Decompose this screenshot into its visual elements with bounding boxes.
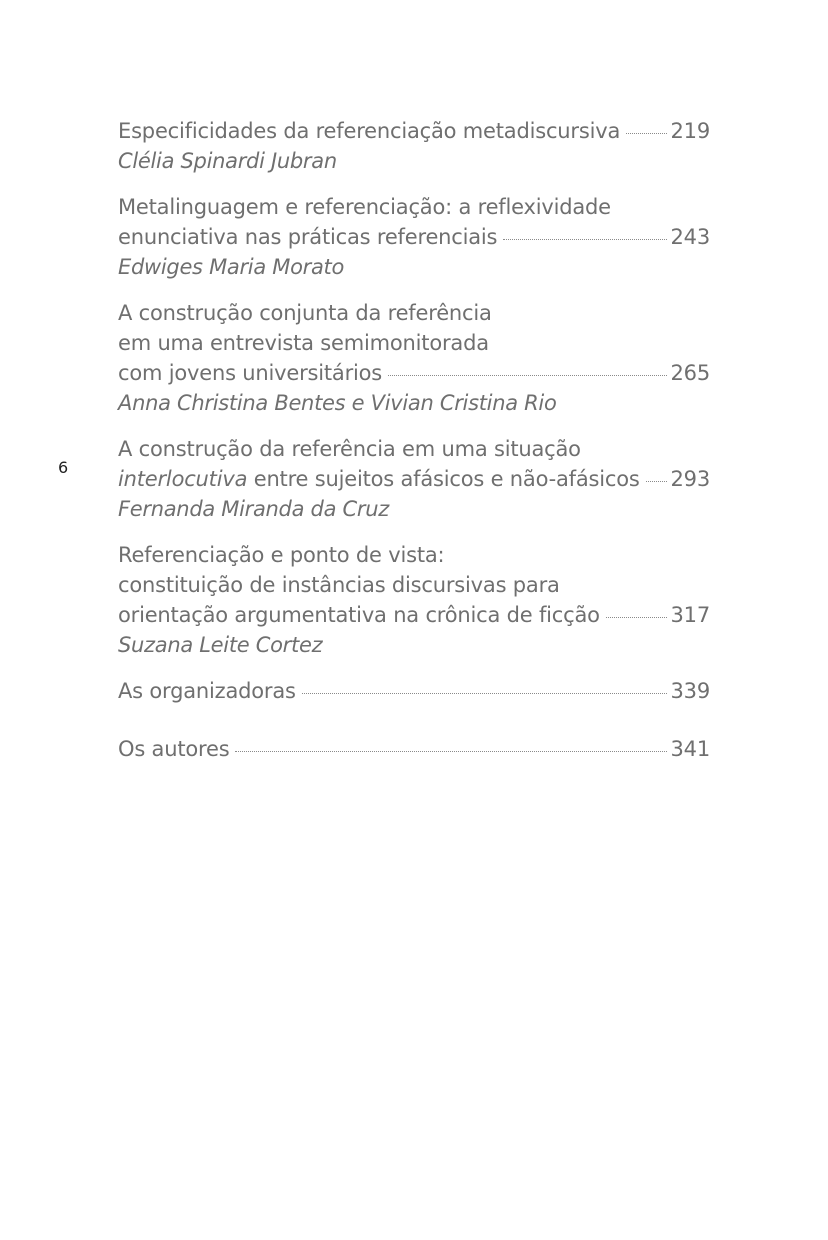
toc-entry: [118, 192, 710, 282]
toc-title-line: [118, 600, 710, 630]
page-number: 6: [58, 458, 69, 477]
toc-title: enunciativa nas práticas referenciais: [118, 225, 498, 249]
toc-page-number: 265: [670, 361, 710, 385]
toc-title-line: A construção conjunta da referência: [118, 301, 492, 325]
dot-leader: [646, 481, 667, 482]
toc-title-line: [118, 734, 710, 764]
toc-title: Especificidades da referenciação metadiscursiva: [118, 119, 621, 143]
dot-leader: [503, 239, 666, 240]
toc-author: Clélia Spinardi Jubran: [118, 149, 337, 173]
toc-title-line: Metalinguagem e referenciação: a reflexividade: [118, 195, 611, 219]
toc-title: Os autores: [118, 737, 230, 761]
toc-title: As organizadoras: [118, 679, 296, 703]
toc-entry: [118, 734, 710, 764]
toc-page-number: 339: [670, 679, 710, 703]
toc-title: com jovens universitários: [118, 361, 383, 385]
dot-leader: [235, 751, 666, 752]
toc-entry: [118, 116, 710, 176]
toc-author: Suzana Leite Cortez: [118, 633, 323, 657]
toc-title: orientação argumentativa na crônica de ficção: [118, 603, 600, 627]
toc-title-italic: interlocutiva: [118, 467, 248, 491]
dot-leader: [626, 133, 666, 134]
toc-entry: [118, 298, 710, 418]
toc-title-line: constituição de instâncias discursivas para: [118, 573, 560, 597]
toc-title-line: Referenciação e ponto de vista:: [118, 543, 445, 567]
toc-page-number: 317: [670, 603, 710, 627]
table-of-contents: [118, 116, 710, 780]
toc-title-line: [118, 676, 710, 706]
toc-author: Anna Christina Bentes e Vivian Cristina Rio: [118, 391, 557, 415]
dot-leader: [302, 693, 667, 694]
toc-title-line: [118, 464, 710, 494]
toc-author: Fernanda Miranda da Cruz: [118, 497, 389, 521]
dot-leader: [606, 617, 667, 618]
toc-title-line: [118, 358, 710, 388]
toc-page-number: 219: [670, 119, 710, 143]
toc-page-number: 341: [670, 737, 710, 761]
toc-author: Edwiges Maria Morato: [118, 255, 345, 279]
toc-title-line: A construção da referência em uma situação: [118, 437, 581, 461]
toc-title-line: [118, 222, 710, 252]
toc-page-number: 243: [670, 225, 710, 249]
toc-entry: [118, 676, 710, 706]
toc-title-line: em uma entrevista semimonitorada: [118, 331, 489, 355]
toc-title-line: [118, 116, 710, 146]
toc-page-number: 293: [670, 467, 710, 491]
dot-leader: [388, 375, 666, 376]
toc-entry: [118, 540, 710, 660]
toc-title: [118, 464, 640, 494]
toc-entry: [118, 434, 710, 524]
toc-title-rest: entre sujeitos afásicos e não-afásicos: [247, 467, 640, 491]
